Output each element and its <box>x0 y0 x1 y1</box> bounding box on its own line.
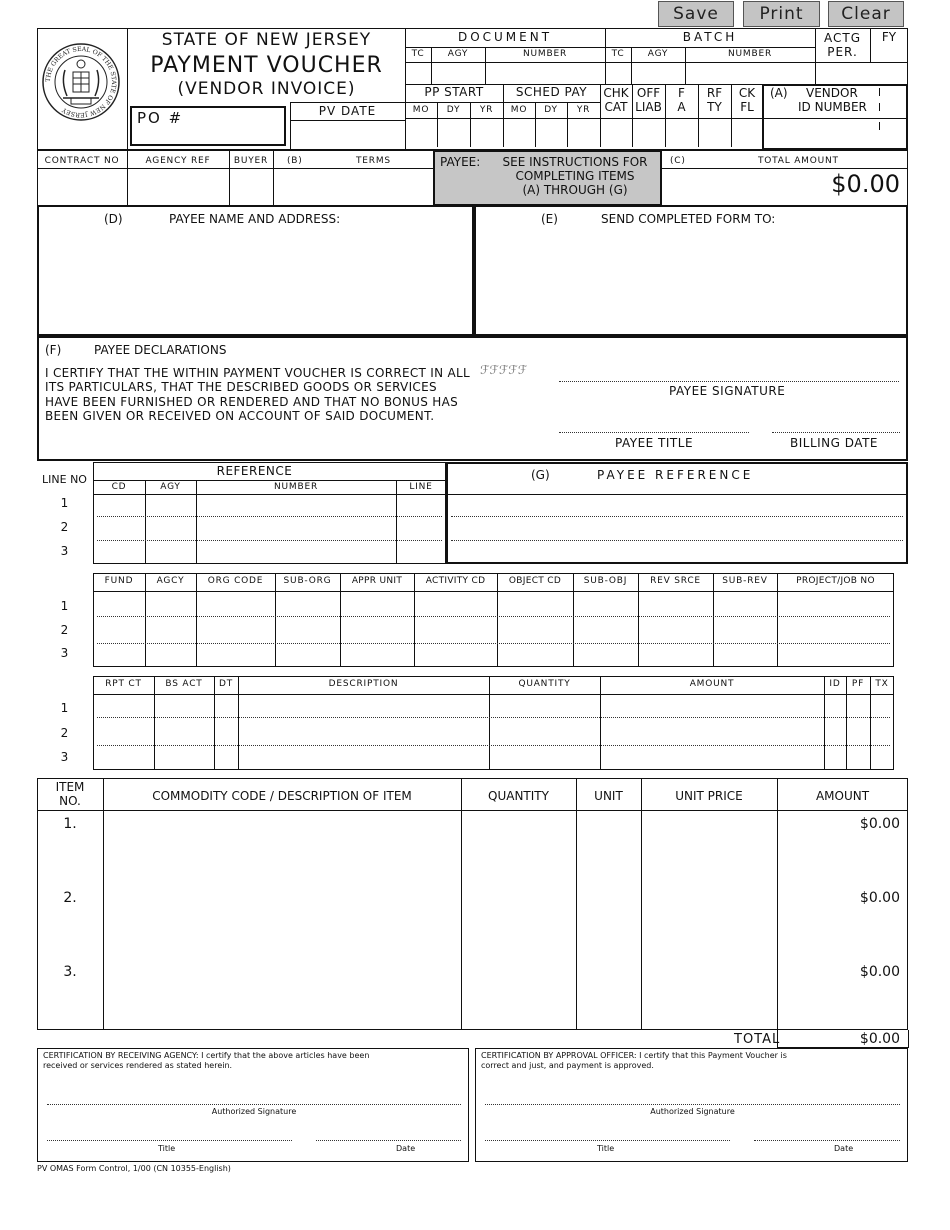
print-button[interactable]: Print <box>743 1 820 27</box>
sp-dy-label: DY <box>544 105 558 115</box>
b-label: (B) <box>287 156 303 166</box>
contract-no-field[interactable] <box>38 169 127 205</box>
items-total-value[interactable]: $0.00 <box>859 1031 900 1047</box>
page-subtitle: (VENDOR INVOICE) <box>177 79 356 99</box>
agency-ref-field[interactable] <box>128 169 229 205</box>
acct-col-org-code: ORG CODE <box>207 576 264 586</box>
acct-col-rev-srce: REV SRCE <box>650 576 701 586</box>
contract-no-label: CONTRACT NO <box>44 156 120 166</box>
desc-col-tx: TX <box>875 679 889 689</box>
terms-label: TERMS <box>356 156 391 166</box>
pv-date-field[interactable] <box>291 121 404 149</box>
cert-right-title-line[interactable] <box>485 1140 730 1141</box>
fy-label: FY <box>881 30 897 44</box>
ref-row-2[interactable] <box>97 540 442 541</box>
billing-date-label: BILLING DATE <box>790 436 878 450</box>
actg-per-label: ACTG PER. <box>823 31 861 59</box>
cert-right-line1: CERTIFICATION BY APPROVAL OFFICER: I certify that this Payment Voucher is <box>481 1051 787 1060</box>
desc-row-2[interactable] <box>97 745 890 746</box>
cert-right-line2: correct and just, and payment is approved. <box>481 1061 654 1070</box>
payee-decl-label: PAYEE DECLARATIONS <box>94 343 227 357</box>
total-amount-label: TOTAL AMOUNT <box>758 156 839 166</box>
payee-instr-3: (A) THROUGH (G) <box>522 183 628 197</box>
cert-left-signature-line[interactable] <box>47 1104 461 1105</box>
state-seal-icon <box>41 42 121 122</box>
fa-label: F A <box>677 86 686 114</box>
payee-instr-2: COMPLETING ITEMS <box>515 169 635 183</box>
vendor-id-label: ID NUMBER <box>798 100 867 114</box>
payee-label: PAYEE: <box>440 155 481 169</box>
item-unit-price-label: UNIT PRICE <box>675 789 743 803</box>
cert-left-title-line[interactable] <box>47 1140 292 1141</box>
doc-agy-label: AGY <box>447 49 469 59</box>
accounting-table <box>93 573 894 667</box>
page-title: PAYMENT VOUCHER <box>150 53 383 78</box>
f-label: (F) <box>45 343 62 357</box>
pp-start-label: PP START <box>424 85 484 99</box>
doc-number-label: NUMBER <box>523 49 567 59</box>
item-no-label-2: NO. <box>59 794 81 808</box>
total-amount-value[interactable]: $0.00 <box>831 170 900 198</box>
desc-col-quantity: QUANTITY <box>518 679 571 689</box>
item-amount-label: AMOUNT <box>815 789 870 803</box>
payee-signature-label: PAYEE SIGNATURE <box>669 384 786 398</box>
cert-right-title-label: Title <box>597 1144 615 1153</box>
billing-date-line[interactable] <box>772 432 900 433</box>
pp-mo-label: MO <box>412 105 430 115</box>
batch-number-label: NUMBER <box>728 49 772 59</box>
g-label: (G) <box>531 468 550 482</box>
cert-left-auth-label: Authorized Signature <box>211 1107 297 1116</box>
cert-line-3: HAVE BEEN FURNISHED OR RENDERED AND THAT NO BONUS HAS <box>45 395 459 409</box>
c-label: (C) <box>670 156 686 166</box>
acct-col-activity-cd: ACTIVITY CD <box>425 576 486 586</box>
item-row-3-no: 3. <box>63 964 77 980</box>
sched-pay-label: SCHED PAY <box>515 85 588 99</box>
acct-row-2[interactable] <box>97 643 890 644</box>
buyer-field[interactable] <box>230 169 273 205</box>
cert-left-line2: received or services rendered as stated herein. <box>43 1061 233 1070</box>
item-row-1-amount[interactable]: $0.00 <box>859 816 900 832</box>
cert-left-date-line[interactable] <box>316 1140 461 1141</box>
rf-ty-label: RF TY <box>706 86 723 114</box>
acct-col-appr-unit: APPR UNIT <box>351 576 403 586</box>
form-control-footer: PV OMAS Form Control, 1/00 (CN 10355-English) <box>37 1164 231 1173</box>
acct-col-agcy: AGCY <box>156 576 185 586</box>
agency-ref-label: AGENCY REF <box>145 156 211 166</box>
acct-col-project-job: PROJECT/JOB NO <box>796 576 875 586</box>
cert-left-title-label: Title <box>158 1144 176 1153</box>
ck-fl-label: CK FL <box>738 86 756 114</box>
terms-field[interactable] <box>274 169 433 205</box>
desc-col-rpt-ct: RPT CT <box>105 679 142 689</box>
payee-instr-1: SEE INSTRUCTIONS FOR <box>502 155 648 169</box>
acct-row-1[interactable] <box>97 616 890 617</box>
desc-col-amount: AMOUNT <box>689 679 735 689</box>
buyer-label: BUYER <box>233 156 269 166</box>
item-row-1-no: 1. <box>63 816 77 832</box>
item-row-2-amount[interactable]: $0.00 <box>859 890 900 906</box>
cert-line-4: BEEN GIVEN OR RECEIVED ON ACCOUNT OF SAID DOCUMENT. <box>45 409 435 423</box>
doc-tc-label: TC <box>411 49 425 59</box>
desc-line-1: 1 <box>60 701 69 715</box>
cert-right-date-label: Date <box>834 1144 854 1153</box>
items-total-label: TOTAL <box>734 1032 781 1047</box>
payee-signature-line[interactable] <box>559 381 899 382</box>
acct-col-sub-obj: SUB-OBJ <box>583 576 628 586</box>
cert-line-1: I CERTIFY THAT THE WITHIN PAYMENT VOUCHER IS CORRECT IN ALL <box>45 366 470 380</box>
desc-line-2: 2 <box>60 726 69 740</box>
batch-tc-label: TC <box>611 49 625 59</box>
ref-line-2: 2 <box>60 520 69 534</box>
desc-col-bs-act: BS ACT <box>165 679 203 689</box>
reference-title: REFERENCE <box>216 464 293 478</box>
payee-ref-row-1[interactable] <box>451 516 903 517</box>
cert-right-signature-line[interactable] <box>485 1104 900 1105</box>
sp-mo-label: MO <box>510 105 528 115</box>
item-unit-label: UNIT <box>594 789 623 803</box>
pp-dy-label: DY <box>446 105 461 115</box>
payee-title-line[interactable] <box>559 432 749 433</box>
off-liab-label: OFF LIAB <box>635 86 662 114</box>
commodity-label: COMMODITY CODE / DESCRIPTION OF ITEM <box>152 789 412 803</box>
desc-col-dt: DT <box>218 679 234 689</box>
batch-title: BATCH <box>682 30 738 44</box>
state-name: STATE OF NEW JERSEY <box>161 30 372 50</box>
pv-date-label: PV DATE <box>318 104 377 118</box>
cert-left-date-label: Date <box>396 1144 416 1153</box>
desc-row-1[interactable] <box>97 717 890 718</box>
item-quantity-label: QUANTITY <box>488 789 549 803</box>
d-label: (D) <box>104 212 123 226</box>
vendor-a-label: (A) <box>770 86 788 100</box>
cert-left-line1: CERTIFICATION BY RECEIVING AGENCY: I certify that the above articles have been <box>43 1051 370 1060</box>
batch-agy-label: AGY <box>647 49 669 59</box>
item-no-label: ITEM <box>55 780 85 794</box>
ref-row-1[interactable] <box>97 516 442 517</box>
clear-button[interactable]: Clear <box>828 1 904 27</box>
send-to-label: SEND COMPLETED FORM TO: <box>601 212 776 226</box>
cert-right-date-line[interactable] <box>754 1140 900 1141</box>
line-no-label: LINE NO <box>42 473 87 486</box>
acct-col-object-cd: OBJECT CD <box>508 576 562 586</box>
desc-col-id: ID <box>829 679 841 689</box>
ref-agy-label: AGY <box>160 482 181 492</box>
desc-col-pf: PF <box>851 679 865 689</box>
ref-line-1: 1 <box>60 496 69 510</box>
desc-line-3: 3 <box>60 750 69 764</box>
ref-line-3: 3 <box>60 544 69 558</box>
ref-number-label: NUMBER <box>274 482 318 492</box>
e-label: (E) <box>541 212 558 226</box>
payee-reference-label: PAYEE REFERENCE <box>597 468 754 482</box>
cert-line-2: ITS PARTICULARS, THAT THE DESCRIBED GOODS OR SERVICES <box>45 380 437 394</box>
sp-yr-label: YR <box>576 105 591 115</box>
payee-title-label: PAYEE TITLE <box>615 436 694 450</box>
acct-line-1: 1 <box>60 599 69 613</box>
document-title: DOCUMENT <box>457 30 553 44</box>
ref-cd-label: CD <box>111 482 127 492</box>
item-row-2-no: 2. <box>63 890 77 906</box>
acct-col-fund: FUND <box>104 576 134 586</box>
save-button[interactable]: Save <box>658 1 734 27</box>
payee-name-label: PAYEE NAME AND ADDRESS: <box>169 212 341 226</box>
po-label: PO # <box>137 109 184 127</box>
acct-line-3: 3 <box>60 646 69 660</box>
vendor-label: VENDOR <box>806 86 858 100</box>
pp-yr-label: YR <box>479 105 494 115</box>
acct-col-sub-org: SUB-ORG <box>283 576 332 586</box>
chk-cat-label: CHK CAT <box>603 86 629 114</box>
acct-line-2: 2 <box>60 623 69 637</box>
signature-marks: ℱℱℱℱℱ <box>480 363 528 377</box>
svg-text:THE GREAT SEAL OF THE STATE OF: THE GREAT SEAL OF THE STATE OF NEW JERSEY <box>44 45 118 119</box>
desc-col-description: DESCRIPTION <box>328 679 399 689</box>
ref-line-label: LINE <box>409 482 433 492</box>
cert-right-auth-label: Authorized Signature <box>650 1107 735 1116</box>
item-row-3-amount[interactable]: $0.00 <box>859 964 900 980</box>
acct-col-sub-rev: SUB-REV <box>722 576 768 586</box>
payee-ref-row-2[interactable] <box>451 540 903 541</box>
